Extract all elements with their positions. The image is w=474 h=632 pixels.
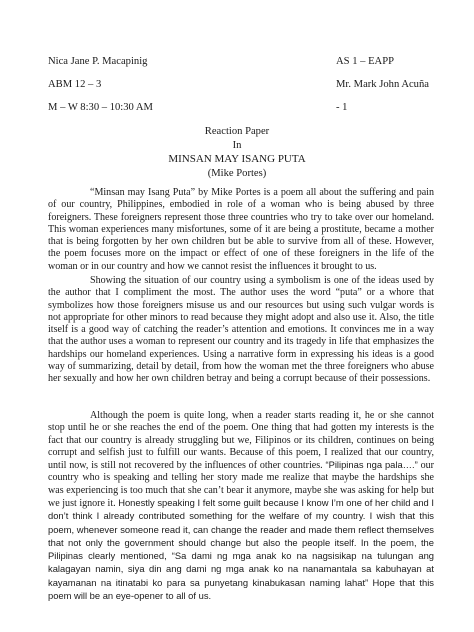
paragraph-1: “Minsan may Isang Puta” by Mike Portes is a poem all about the suffering and pain of our country, Philippines, embodied in role of a woman who is being abused by three foreigners. These foreigners represent those three countries who try to take over our homeland. This woman experiences many misfortunes, some of it are being a prostitute, became a mother that is being forgotten by her own children but be able to survive from all of these. However, the poem focuses more on the impact or effect of one of these foreigners in the life of the woman or in our country and how we cannot resist the influences it brought to us. <box>48 187 434 272</box>
paragraph-3-closing: Hope that this poem will be an eye-opener to all of us. <box>48 576 434 601</box>
poem-author: (Mike Portes) <box>207 168 267 179</box>
teacher-name: Mr. Mark John Acuña <box>336 79 429 90</box>
class-schedule: M – W 8:30 – 10:30 AM <box>48 102 153 113</box>
student-name: Nica Jane P. Macapinig <box>48 56 148 67</box>
page-number: - 1 <box>336 102 348 113</box>
quote-pilipinas: “Pilipinas nga pala….” <box>325 459 418 471</box>
paragraph-3-part-1: Although the poem is quite long, when a reader starts reading it, he or she cannot stop until he or she reaches the end of the poem. One thing that had gotten my interests is the fact that our country is already struggling but we, Filipinos or its children, continues on being corrupt and selfish just to fulfill our wants. Because of this poem, I realized that our country, until now, is still not recovered by the influences of other countries. <box>48 410 434 472</box>
student-section: ABM 12 – 3 <box>48 79 102 90</box>
course-code: AS 1 – EAPP <box>336 56 394 67</box>
title-in: In <box>232 140 242 151</box>
title-reaction-paper: Reaction Paper <box>204 126 270 137</box>
paragraph-2: Showing the situation of our country using a symbolism is one of the ideas used by the author that I compliment the most. The author uses the word “puta” or a whore that symbolizes how those foreigners misuse us and our resources but using such vulgar words is not appropriate for other minors to read because they might adopt and also use it. Also, the title itself is a good way of catching the reader’s attention and emotions. It convinces me in a way that the author uses a woman to represent our country and its tragedy in life that emphasizes the hardships our homeland experiences. Using a narrative form in expressing his ideas is a good way of summarizing, detail by detail, from how the woman met the three foreigners who abuse her sexually and how her own children betray and being a corrupt because of their possessions. <box>48 275 434 385</box>
paragraph-3-part-3: Honestly speaking I felt some guilt because I know I’m one of her child and I don’t think I already contributed something for the welfare of my country. I wish that this poem, whenever someone read it, can change the reader and made them reflect themselves that not only the government should change but also the people itself. In the poem, the Pilipinas clearly mentioned, <box>48 496 435 562</box>
paragraph-3 <box>48 410 434 603</box>
paragraph-3-part-2: our country who is speaking and telling her story made me realize that maybe the hardships she was experiencing is too much that she can’t bear it anymore, maybe she was asking for help but we just ignore it. <box>48 460 434 509</box>
quote-tagalog: “Sa dami ng mga anak ko na nagsisikap na tulungan ang kalagayan namin, siya din ang dami ng mga anak ko na nanamantala sa kabuhayan at kayamanan na itinatabi ko para sa punyetang kinabukasan naming lahat” <box>48 550 434 588</box>
poem-title: MINSAN MAY ISANG PUTA <box>168 153 306 165</box>
